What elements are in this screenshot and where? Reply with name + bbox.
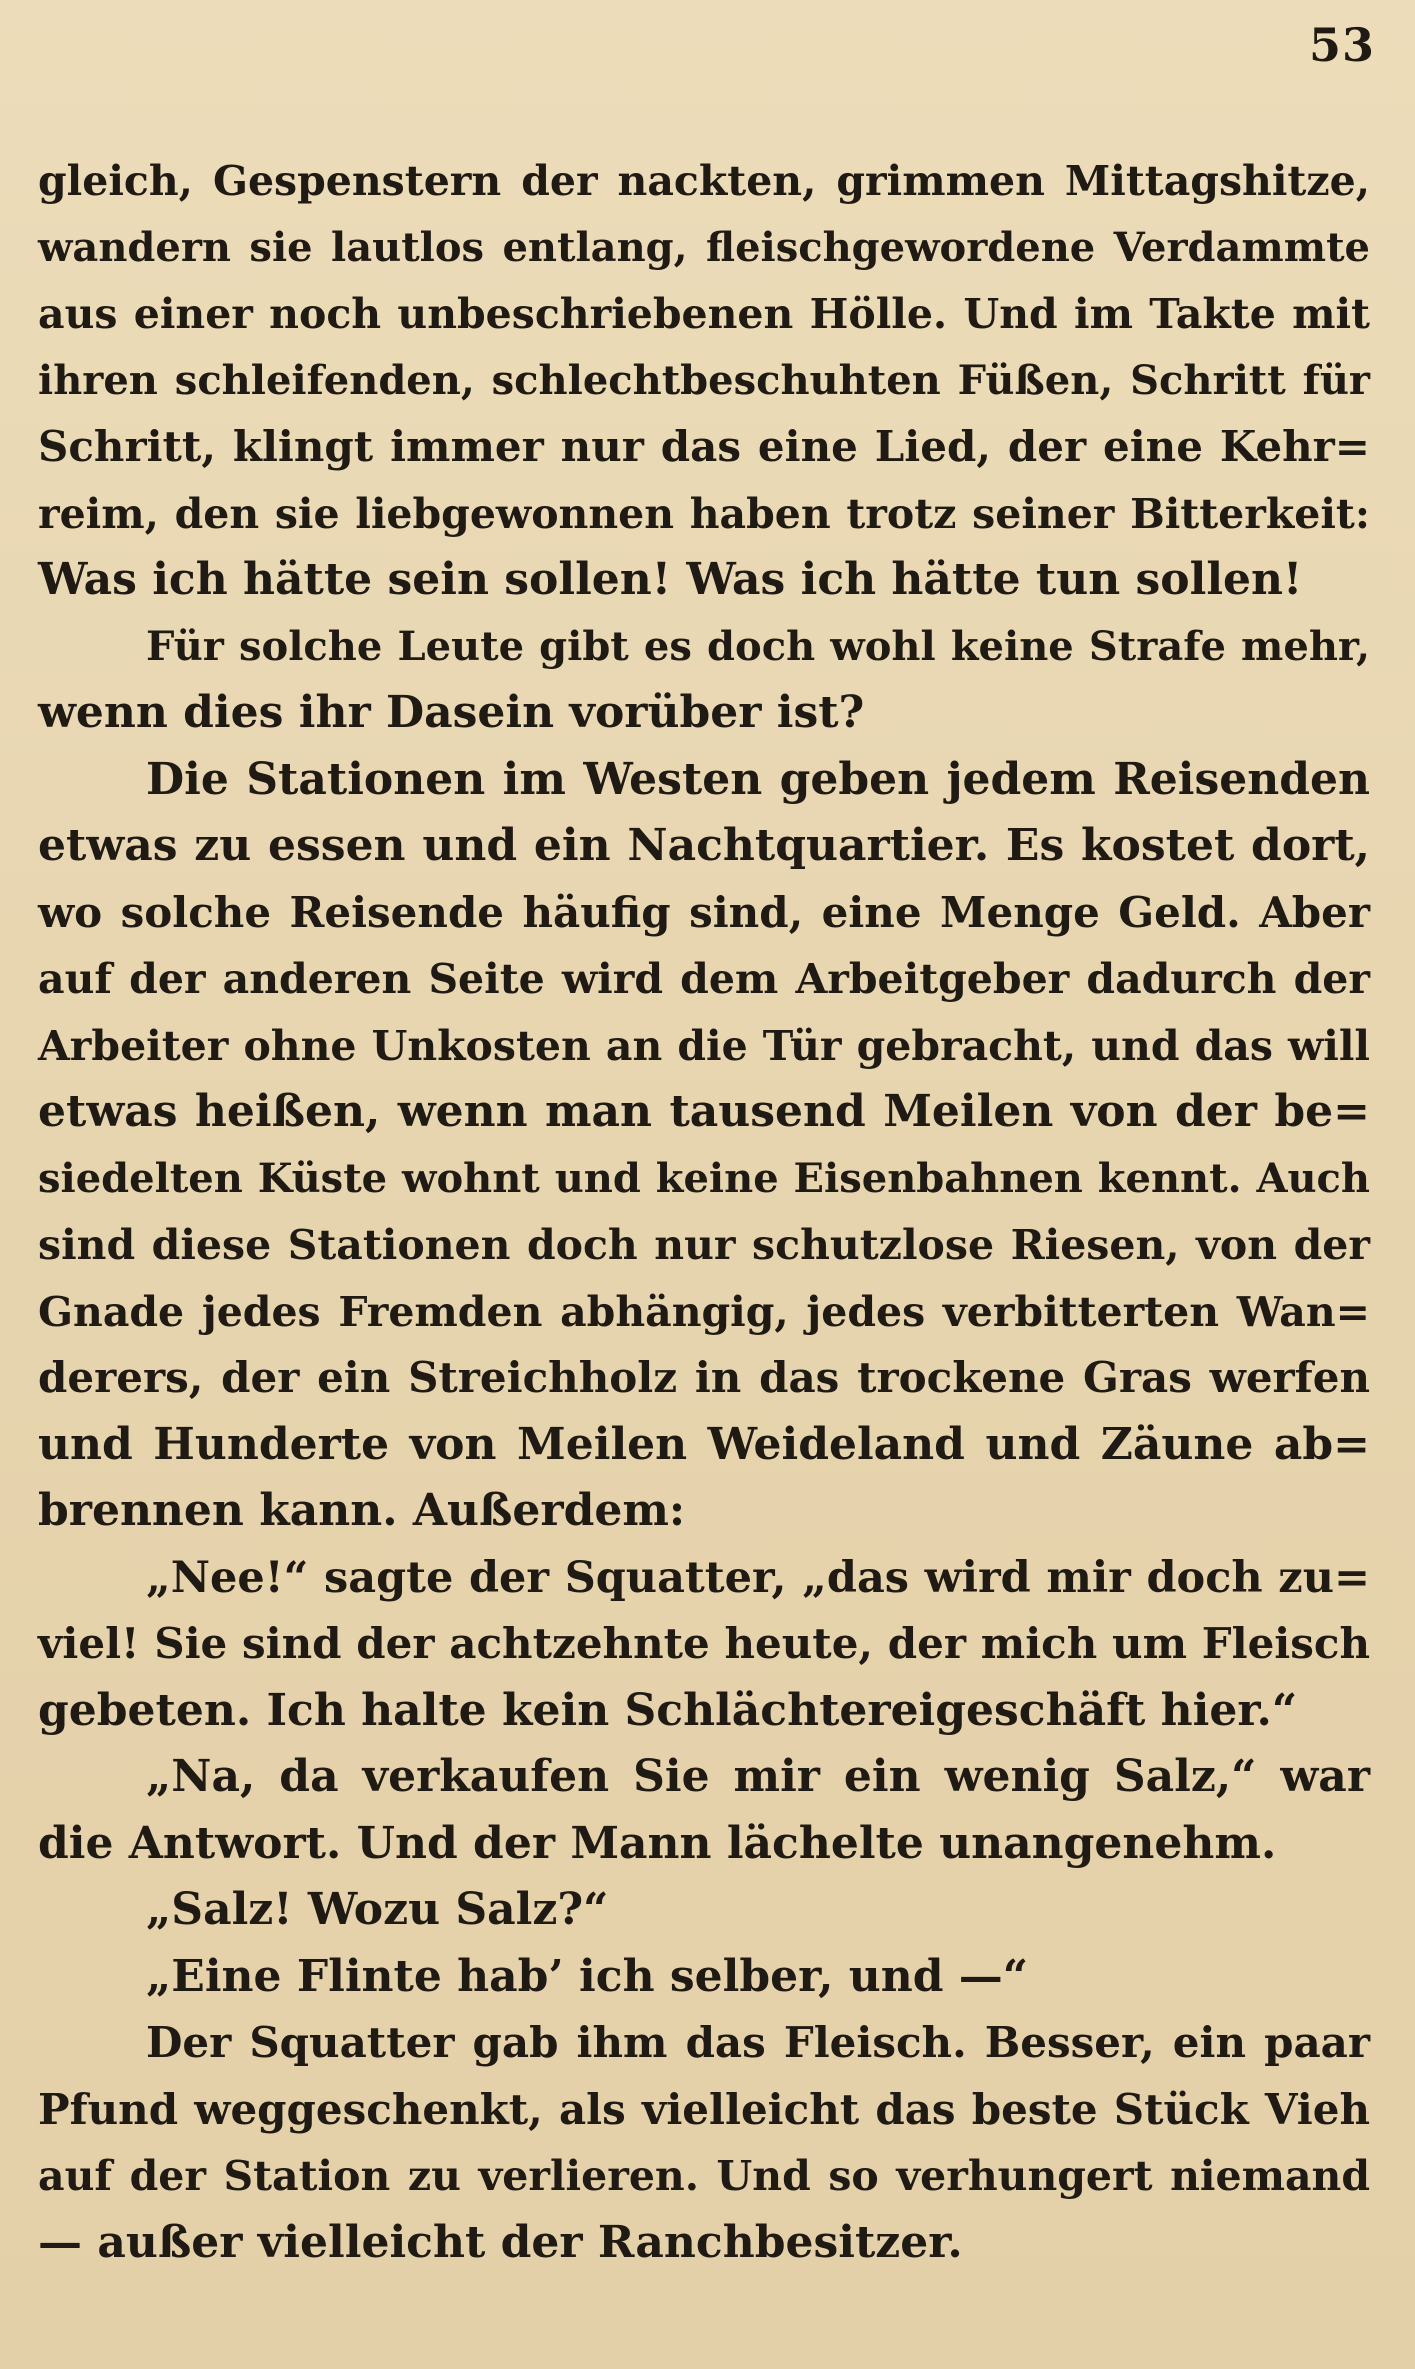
text-line: wo solche Reisende häufig sind, eine Menge Geld. Aber	[38, 887, 1370, 937]
text-line: „Nee!“ sagte der Squatter, „das wird mir doch zu=	[146, 1552, 1370, 1603]
text-line: Der Squatter gab ihm das Fleisch. Besser, ein paar	[146, 2018, 1370, 2067]
text-line: etwas zu essen und ein Nachtquartier. Es kostet dort,	[38, 820, 1370, 871]
text-line: etwas heißen, wenn man tausend Meilen von der be=	[38, 1086, 1370, 1137]
text-line: derers, der ein Streichholz in das trockene Gras werfen	[38, 1353, 1370, 1402]
text-line: Arbeiter ohne Unkosten an die Tür gebracht, und das will	[38, 1021, 1370, 1070]
text-line: brennen kann. Außerdem:	[38, 1485, 686, 1536]
text-line: die Antwort. Und der Mann lächelte unangenehm.	[38, 1817, 1277, 1869]
text-line: Gnade jedes Fremden abhängig, jedes verbitterten Wan=	[38, 1287, 1370, 1336]
text-line: Für solche Leute gibt es doch wohl keine Strafe mehr,	[146, 622, 1370, 670]
page-number: 53	[1308, 18, 1375, 72]
text-line: wenn dies ihr Dasein vorüber ist?	[38, 687, 865, 738]
text-line: auf der anderen Seite wird dem Arbeitgeber dadurch der	[38, 955, 1370, 1003]
text-line: reim, den sie liebgewonnen haben trotz seiner Bitterkeit:	[38, 489, 1370, 538]
text-line: gleich, Gespenstern der nackten, grimmen Mittagshitze,	[38, 157, 1370, 205]
text-line: — außer vielleicht der Ranchbesitzer.	[38, 2216, 963, 2268]
text-line: wandern sie lautlos entlang, fleischgewordene Verdammte	[38, 223, 1370, 271]
text-line: „Na, da verkaufen Sie mir ein wenig Salz,“ war	[146, 1751, 1370, 1802]
text-line: aus einer noch unbeschriebenen Hölle. Und im Takte mit	[38, 290, 1370, 338]
text-line: Was ich hätte sein sollen! Was ich hätte tun sollen!	[38, 554, 1303, 605]
text-line: siedelten Küste wohnt und keine Eisenbahnen kennt. Auch	[38, 1154, 1370, 1202]
text-line: „Salz! Wozu Salz?“	[146, 1884, 609, 1935]
text-line: auf der Station zu verlieren. Und so verhungert niemand	[38, 2152, 1370, 2200]
text-line: „Eine Flinte hab’ ich selber, und —“	[146, 1950, 1029, 2002]
text-line: Schritt, klingt immer nur das eine Lied, der eine Kehr=	[38, 422, 1370, 471]
text-line: sind diese Stationen doch nur schutzlose Riesen, von der	[38, 1221, 1370, 1269]
text-line: ihren schleifenden, schlechtbeschuhten Füßen, Schritt für	[38, 356, 1370, 404]
text-line: und Hunderte von Meilen Weideland und Zäune ab=	[38, 1418, 1370, 1470]
text-line: gebeten. Ich halte kein Schlächtereigeschäft hier.“	[38, 1684, 1298, 1736]
text-line: Die Stationen im Westen geben jedem Reisenden	[146, 753, 1370, 805]
text-line: viel! Sie sind der achtzehnte heute, der mich um Fleisch	[38, 1619, 1370, 1668]
page-text	[38, 148, 1370, 2276]
text-line: Pfund weggeschenkt, als vielleicht das beste Stück Vieh	[38, 2084, 1370, 2134]
